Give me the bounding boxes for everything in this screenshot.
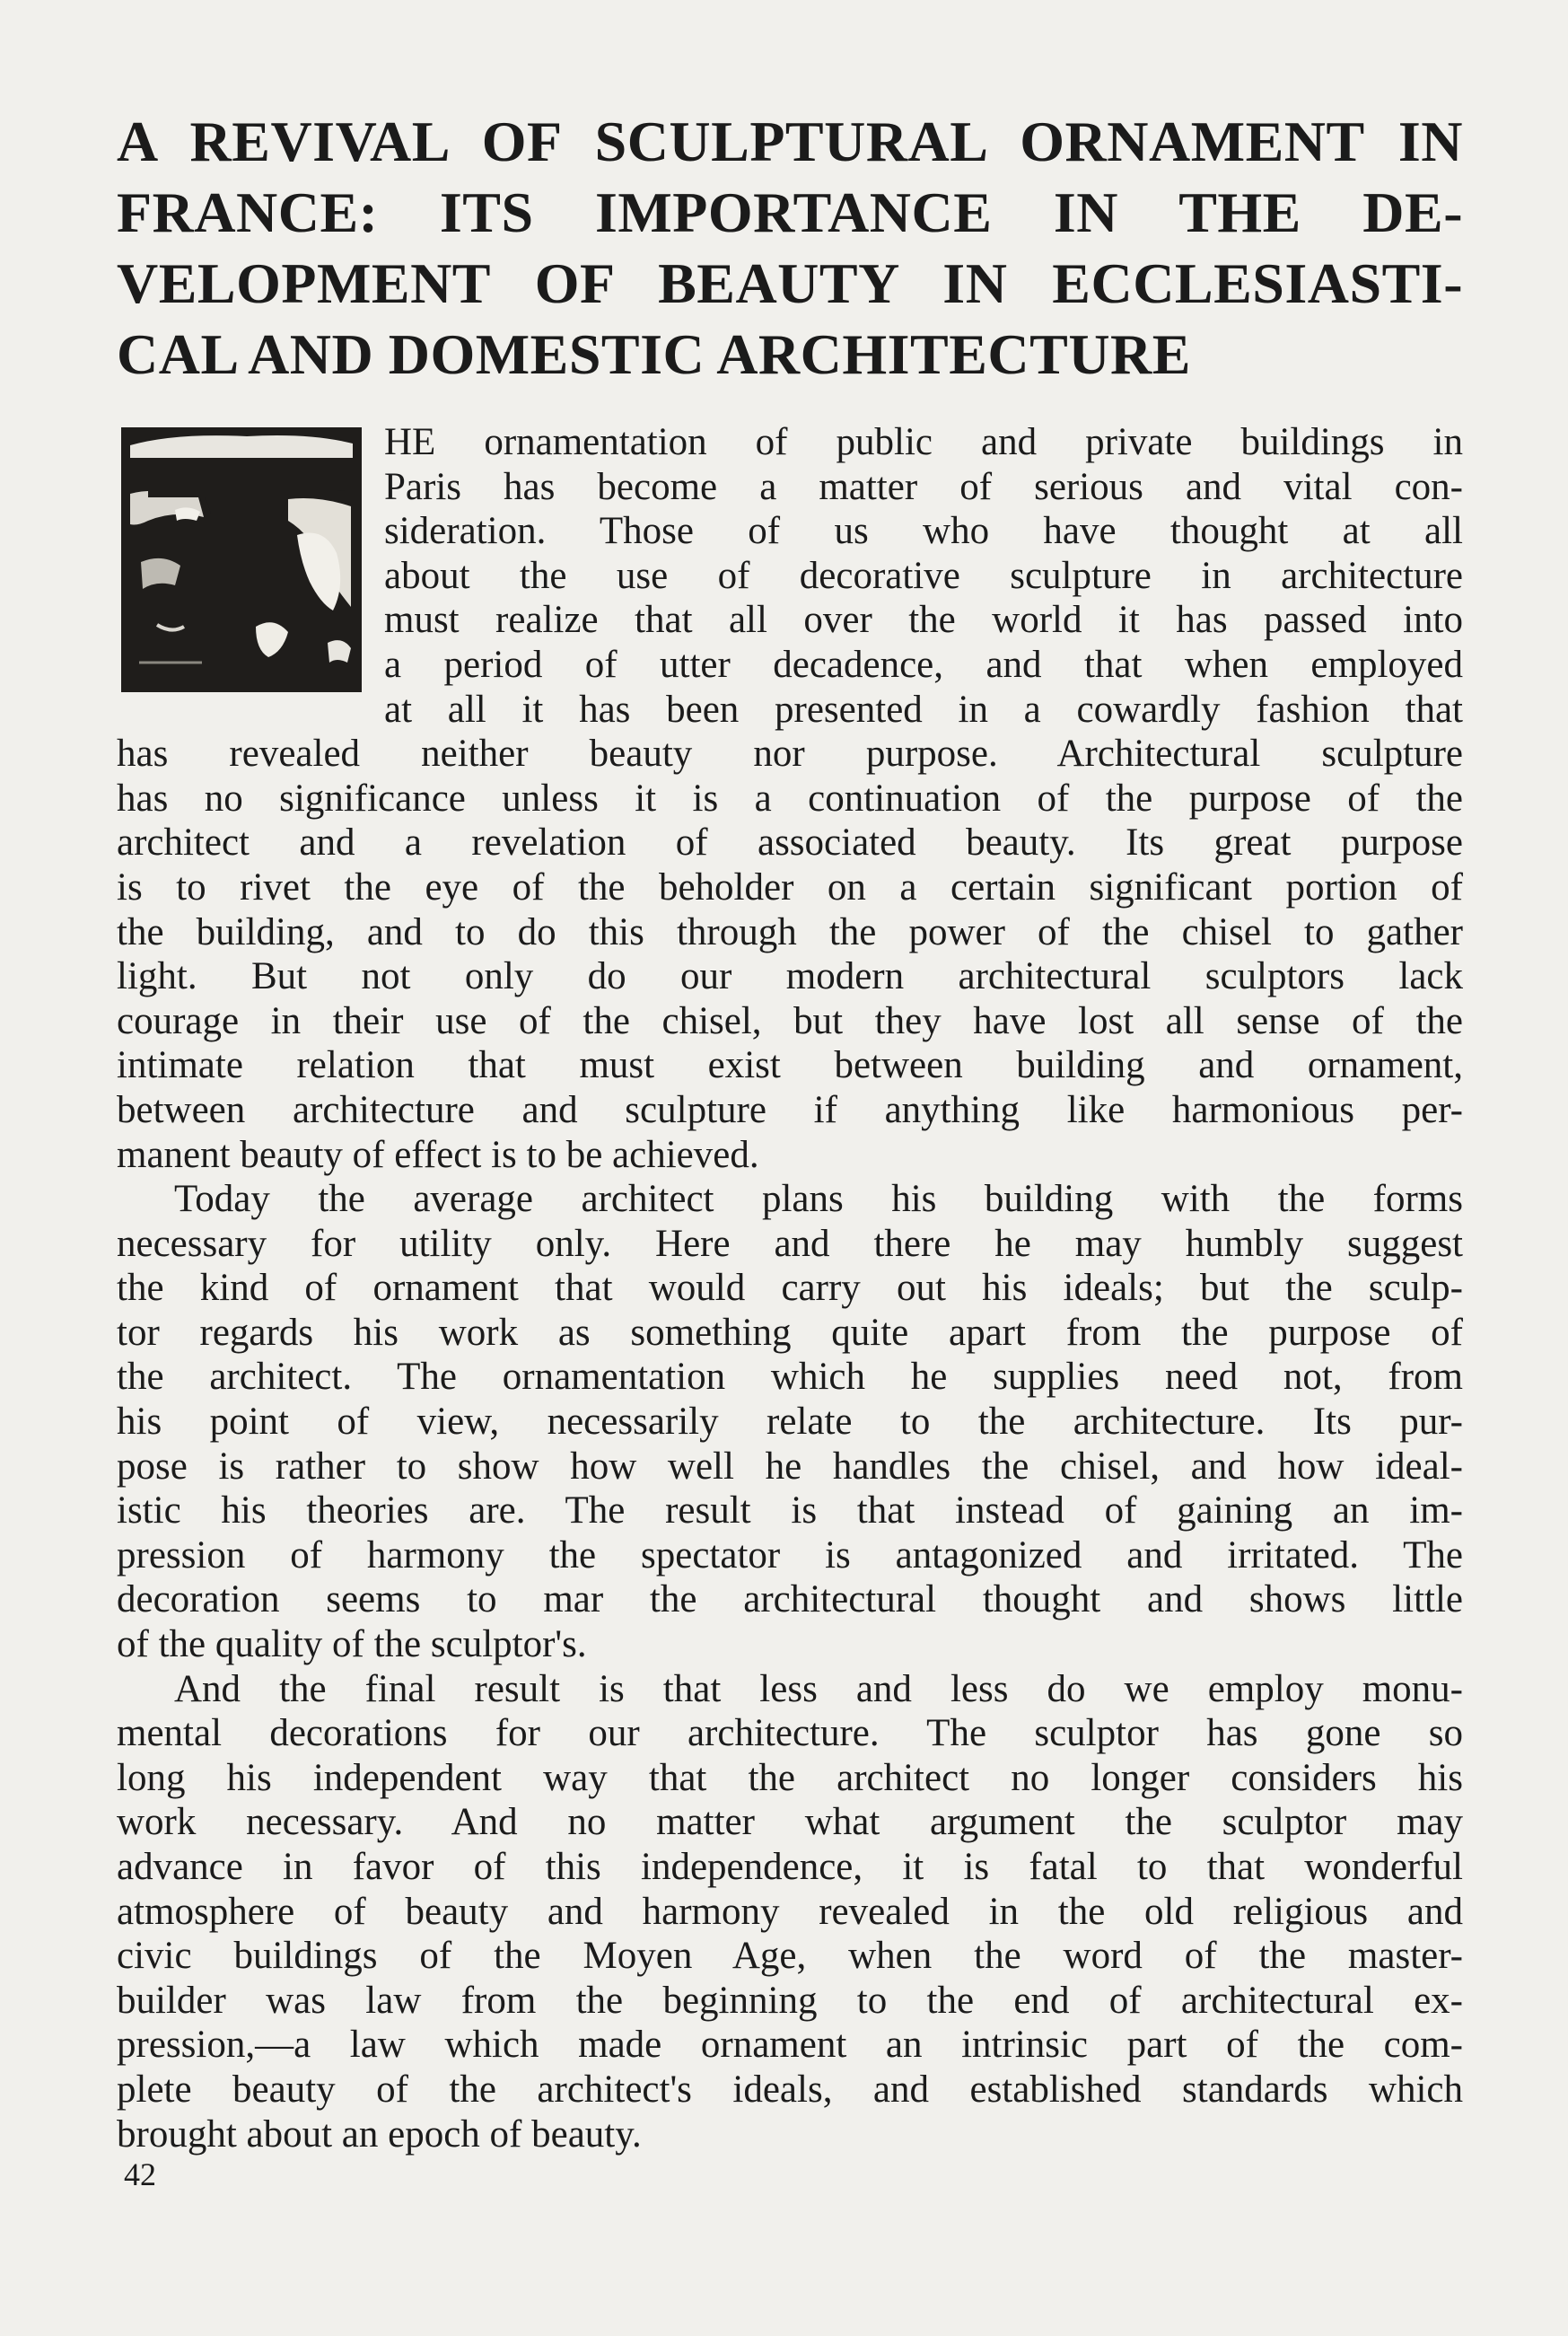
text-line: pression,—a law which made ornament an intrinsic part of the com-	[117, 2024, 1463, 2067]
text-line: about the use of decorative sculpture in architecture	[384, 554, 1463, 597]
title-line: CAL AND DOMESTIC ARCHITECTURE	[117, 322, 1191, 386]
text-line: sideration. Those of us who have thought at all	[384, 510, 1463, 553]
text-line: pression of harmony the spectator is antagonized and irritated. The	[117, 1533, 1463, 1576]
text-line: the building, and to do this through the power of the chisel to gather	[117, 910, 1463, 953]
text-line: civic buildings of the Moyen Age, when the word of the master-	[117, 1935, 1463, 1978]
text-line: at all it has been presented in a cowardly fashion that	[384, 688, 1463, 731]
paragraph-3	[117, 1667, 1463, 2157]
article-body	[117, 420, 1463, 2156]
article-title	[117, 106, 1463, 390]
text-line: has revealed neither beauty nor purpose. Architectural sculpture	[117, 733, 1463, 776]
text-line: necessary for utility only. Here and there he may humbly suggest	[117, 1222, 1463, 1265]
text-line: has no significance unless it is a continuation of the purpose of the	[117, 777, 1463, 820]
text-line: pose is rather to show how well he handles the chisel, and how ideal-	[117, 1445, 1463, 1488]
opening-paragraph	[117, 420, 1463, 1177]
text-line: must realize that all over the world it has passed into	[384, 599, 1463, 642]
text-line: courage in their use of the chisel, but they have lost all sense of the	[117, 999, 1463, 1042]
text-line: brought about an epoch of beauty.	[117, 2112, 642, 2156]
text-line: long his independent way that the architect no longer considers his	[117, 1756, 1463, 1799]
text-line: Today the average architect plans his building with the forms	[174, 1178, 1463, 1221]
text-line: his point of view, necessarily relate to the architecture. Its pur-	[117, 1401, 1463, 1444]
text-line: the kind of ornament that would carry out his ideals; but the sculp-	[117, 1267, 1463, 1310]
text-line: tor regards his work as something quite apart from the purpose of	[117, 1311, 1463, 1354]
text-line: a period of utter decadence, and that when employed	[384, 643, 1463, 686]
text-line: And the final result is that less and less do we employ monu-	[174, 1667, 1463, 1710]
text-line: plete beauty of the architect's ideals, and established standards which	[117, 2068, 1463, 2111]
title-line: VELOPMENT OF BEAUTY IN ECCLESIASTI-	[117, 251, 1463, 315]
text-line: is to rivet the eye of the beholder on a certain significant portion of	[117, 865, 1463, 909]
text-line: HE ornamentation of public and private buildings in	[384, 421, 1463, 463]
text-line: intimate relation that must exist between building and ornament,	[117, 1044, 1463, 1087]
text-line: atmosphere of beauty and harmony revealed in the old religious and	[117, 1890, 1463, 1933]
paragraph-2	[117, 1177, 1463, 1667]
text-line: mental decorations for our architecture. The sculptor has gone so	[117, 1712, 1463, 1755]
title-line: A REVIVAL OF SCULPTURAL ORNAMENT IN	[117, 110, 1463, 173]
text-line: between architecture and sculpture if anything like harmonious per-	[117, 1088, 1463, 1131]
text-line: work necessary. And no matter what argument the sculptor may	[117, 1801, 1463, 1844]
text-line: Paris has become a matter of serious and vital con-	[384, 465, 1463, 508]
text-line: of the quality of the sculptor's.	[117, 1623, 587, 1666]
text-line: the architect. The ornamentation which he supplies need not, from	[117, 1356, 1463, 1399]
text-line: builder was law from the beginning to the end of architectural ex-	[117, 1979, 1463, 2022]
article	[117, 106, 1463, 2156]
text-line: manent beauty of effect is to be achieved.	[117, 1133, 759, 1176]
decorated-initial-t	[121, 427, 362, 692]
text-line: architect and a revelation of associated beauty. Its great purpose	[117, 821, 1463, 865]
text-line: decoration seems to mar the architectural thought and shows little	[117, 1578, 1463, 1621]
page-number: 42	[124, 2156, 156, 2192]
text-line: istic his theories are. The result is that instead of gaining an im-	[117, 1489, 1463, 1532]
text-line: light. But not only do our modern architectural sculptors lack	[117, 955, 1463, 998]
text-line: advance in favor of this independence, it is fatal to that wonderful	[117, 1846, 1463, 1888]
title-line: FRANCE: ITS IMPORTANCE IN THE DE-	[117, 180, 1463, 244]
